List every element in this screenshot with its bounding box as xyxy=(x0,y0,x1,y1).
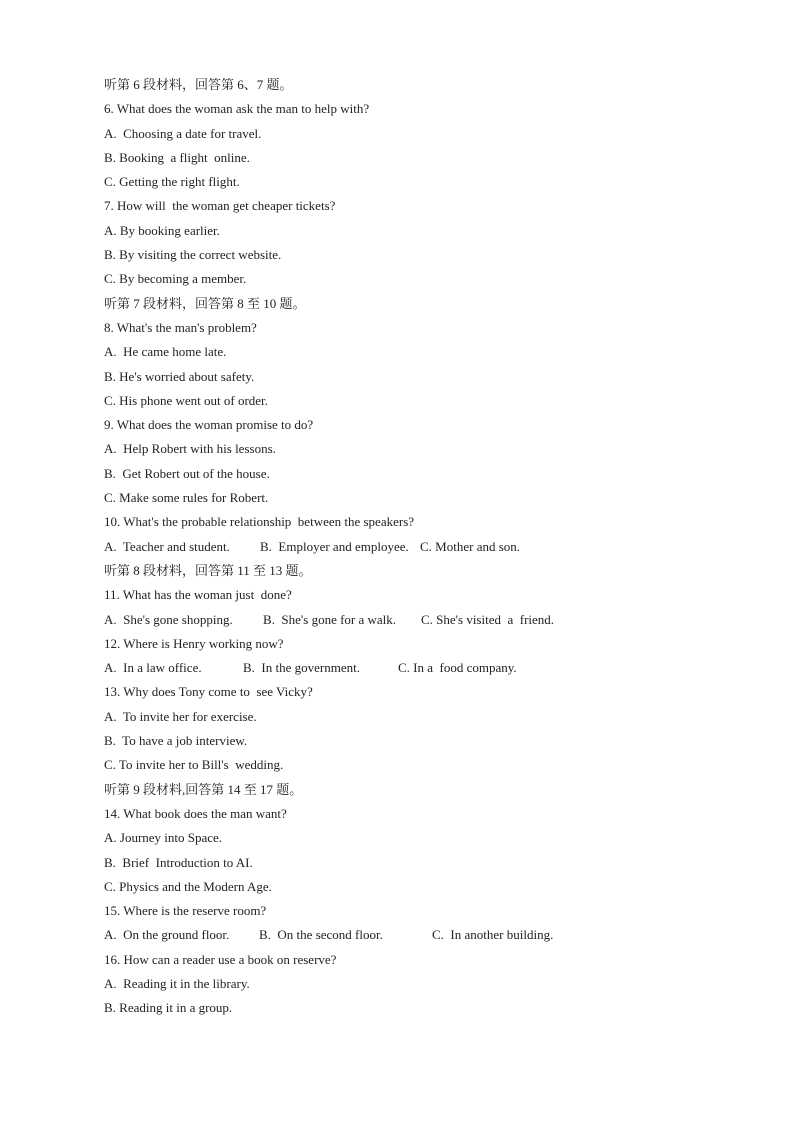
question-9-option-a: A. Help Robert with his lessons. xyxy=(104,441,276,457)
question-16: 16. How can a reader use a book on reserve? xyxy=(104,951,337,967)
question-10-option-b: B. Employer and employee. xyxy=(260,538,409,554)
question-12-options xyxy=(104,656,764,680)
question-7-option-b: B. By visiting the correct website. xyxy=(104,247,282,263)
question-15: 15. Where is the reserve room? xyxy=(104,903,267,919)
question-11-option-c: C. She's visited a friend. xyxy=(421,611,555,627)
question-6: 6. What does the woman ask the man to help with? xyxy=(104,101,370,117)
question-10-options xyxy=(104,535,764,559)
question-13-option-c: C. To invite her to Bill's wedding. xyxy=(104,757,284,773)
question-14-option-b: B. Brief Introduction to AI. xyxy=(104,854,253,870)
question-15-option-b: B. On the second floor. xyxy=(259,927,383,943)
question-10-option-c: C. Mother and son. xyxy=(420,538,521,554)
question-10: 10. What's the probable relationship between the speakers? xyxy=(104,514,415,530)
section-heading-6: 听第 6 段材料，回答第 6、7 题。 xyxy=(104,77,293,92)
question-15-options xyxy=(104,923,764,947)
question-6-option-b: B. Booking a flight online. xyxy=(104,149,250,165)
question-11: 11. What has the woman just done? xyxy=(104,587,292,603)
question-10-option-a: A. Teacher and student. xyxy=(104,538,230,554)
question-13-option-b: B. To have a job interview. xyxy=(104,733,248,749)
question-12-option-c: C. In a food company. xyxy=(398,660,517,676)
question-13-option-a: A. To invite her for exercise. xyxy=(104,708,257,724)
question-8: 8. What's the man's problem? xyxy=(104,319,257,335)
question-9-option-b: B. Get Robert out of the house. xyxy=(104,465,270,481)
question-6-option-c: C. Getting the right flight. xyxy=(104,174,240,190)
document-page xyxy=(104,73,764,1021)
question-12-option-a: A. In a law office. xyxy=(104,660,202,676)
question-6-option-a: A. Choosing a date for travel. xyxy=(104,125,262,141)
question-8-option-c: C. His phone went out of order. xyxy=(104,392,268,408)
question-16-option-a: A. Reading it in the library. xyxy=(104,975,250,991)
question-11-options xyxy=(104,608,764,632)
question-7-option-a: A. By booking earlier. xyxy=(104,222,220,238)
question-7-option-c: C. By becoming a member. xyxy=(104,271,247,287)
question-12-option-b: B. In the government. xyxy=(243,660,360,676)
question-9-option-c: C. Make some rules for Robert. xyxy=(104,490,269,506)
question-11-option-a: A. She's gone shopping. xyxy=(104,611,233,627)
question-12: 12. Where is Henry working now? xyxy=(104,635,284,651)
question-13: 13. Why does Tony come to see Vicky? xyxy=(104,684,313,700)
section-heading-9: 听第 9 段材料,回答第 14 至 17 题。 xyxy=(104,781,303,797)
question-9: 9. What does the woman promise to do? xyxy=(104,417,314,433)
question-8-option-b: B. He's worried about safety. xyxy=(104,368,255,384)
section-heading-7: 听第 7 段材料，回答第 8 至 10 题。 xyxy=(104,295,306,311)
question-14-option-a: A. Journey into Space. xyxy=(104,830,223,846)
question-14-option-c: C. Physics and the Modern Age. xyxy=(104,878,272,894)
question-8-option-a: A. He came home late. xyxy=(104,344,227,360)
question-7: 7. How will the woman get cheaper tickets? xyxy=(104,198,336,214)
question-15-option-c: C. In another building. xyxy=(432,927,554,943)
section-heading-8: 听第 8 段材料，回答第 11 至 13 题。 xyxy=(104,562,312,578)
question-16-option-b: B. Reading it in a group. xyxy=(104,1000,233,1016)
question-11-option-b: B. She's gone for a walk. xyxy=(263,611,397,627)
question-15-option-a: A. On the ground floor. xyxy=(104,927,230,943)
question-14: 14. What book does the man want? xyxy=(104,805,287,821)
